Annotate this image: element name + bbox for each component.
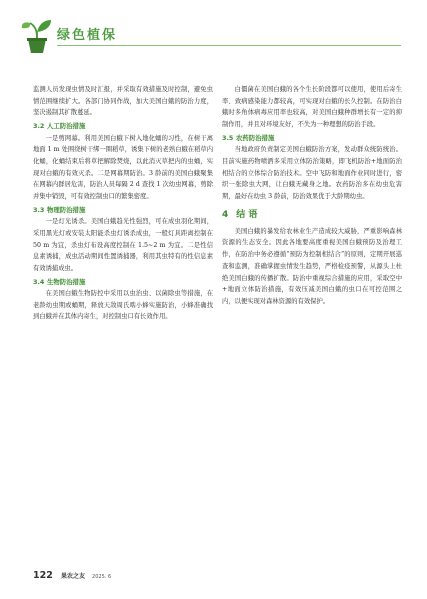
header-rule — [57, 45, 401, 46]
right-column — [222, 84, 402, 308]
paragraph: 监测人员发现虫情及时汇报，并采取有效措施及时控制，避免虫情范围继续扩大。各部门协同作战，加大美国白蛾的防治力度，坚决遏制其扩散蔓延。 — [33, 86, 213, 117]
section-title: 绿色植保 — [57, 28, 118, 43]
page-number: 122 — [33, 570, 53, 581]
heading-4-conclusion: 4 结 语 — [222, 209, 258, 220]
page-footer — [33, 563, 111, 582]
paragraph: 在美国白蛾生物防控中采用以虫治虫、以菌除虫等措施，在老龄幼虫期或蛹期，释放天敌周氏啮小蜂实施防治，小蜂准确找到白蛾并在其体内寄生，对控制虫口有长效作用。 — [33, 290, 213, 321]
paragraph: 当地政府负责制定美国白蛾防治方案，发动群众统防统治。目前实施药物喷洒多采用立体防治策略，即飞机防治+地面防治相结合的立体综合防治技术。空中飞防和地面作业同时进行，密织一张除虫大网，让白蛾无藏身之地。农药防治多在幼虫危害期，最好在幼虫 3 龄前，防治效果优于大龄期幼虫。 — [222, 146, 402, 201]
paragraph: 一是灯光诱杀。美国白蛾趋光性强烈，可在成虫羽化期间，采用黑光灯或安装太阳能杀虫灯诱杀成虫，一般灯具距离控制在 50 m 为宜，杀虫灯布设高度控制在 1.5~2 m 为宜。二是性信息素诱捕，成虫活动期间性置诱捕器，利用其虫特有的性信息素有效诱捕成虫。 — [33, 218, 213, 272]
paragraph: 一是剪网幕。利用美国白蛾下树入地化蛹的习性，在树干离地面 1 m 处围绕树干绑一圈稻草，诱集下树的老熟白蛾在稻草内化蛹，化蛹结束后将草把解除焚烧，以此消灭草把内的虫蛹，实现对白蛾的有效灭杀。二是网幕期防治。3 龄前的美国白蛾聚集在网幕内群居危害，防治人员每隔 2 d 查找 1 次幼虫网幕，剪除并集中销毁，可有效控制虫口的繁集密度。 — [33, 134, 213, 201]
journal-name: 果农之友 — [60, 573, 85, 580]
heading-3-5: 3.5 农药防治措施 — [222, 133, 275, 142]
paragraph: 美国白蛾的暴发给农林业生产造成较大威胁，严重影响森林资源的生态安全。因此各地要高度重视美国白蛾预防及治理工作，在防治中务必遵循“预防为控制相结合”的原则，定期开展巡查和监测，准确掌握虫情发生趋势，严格检疫预警，从源头上杜绝美国白蛾的传播扩散。防治中重视综合措施的应用，采取空中+地面立体防治措施，有效压减美国白蛾的虫口在可控范围之内，以便实现对森林资源的有效保护。 — [222, 227, 402, 305]
seedling-pot-icon — [20, 14, 54, 56]
heading-3-4: 3.4 生物防治措施 — [33, 277, 86, 286]
page-header — [0, 0, 427, 78]
paragraph: 白僵菌在美国白蛾的各个生长阶段都可以使用，使用后寄生率、致病感染能力都较高，可实现对白蛾的长久控制。在防治白蛾时多角体病毒应用率也较高，对美国白蛾种群增长有一定的抑制作用，并且对环境友好，不失为一种理想的防治手段。 — [222, 86, 402, 129]
issue-number: 2025. 6 — [92, 574, 112, 580]
left-column — [33, 84, 213, 323]
heading-3-2: 3.2 人工防治措施 — [33, 122, 86, 131]
heading-3-3: 3.3 物理防治措施 — [33, 205, 86, 214]
